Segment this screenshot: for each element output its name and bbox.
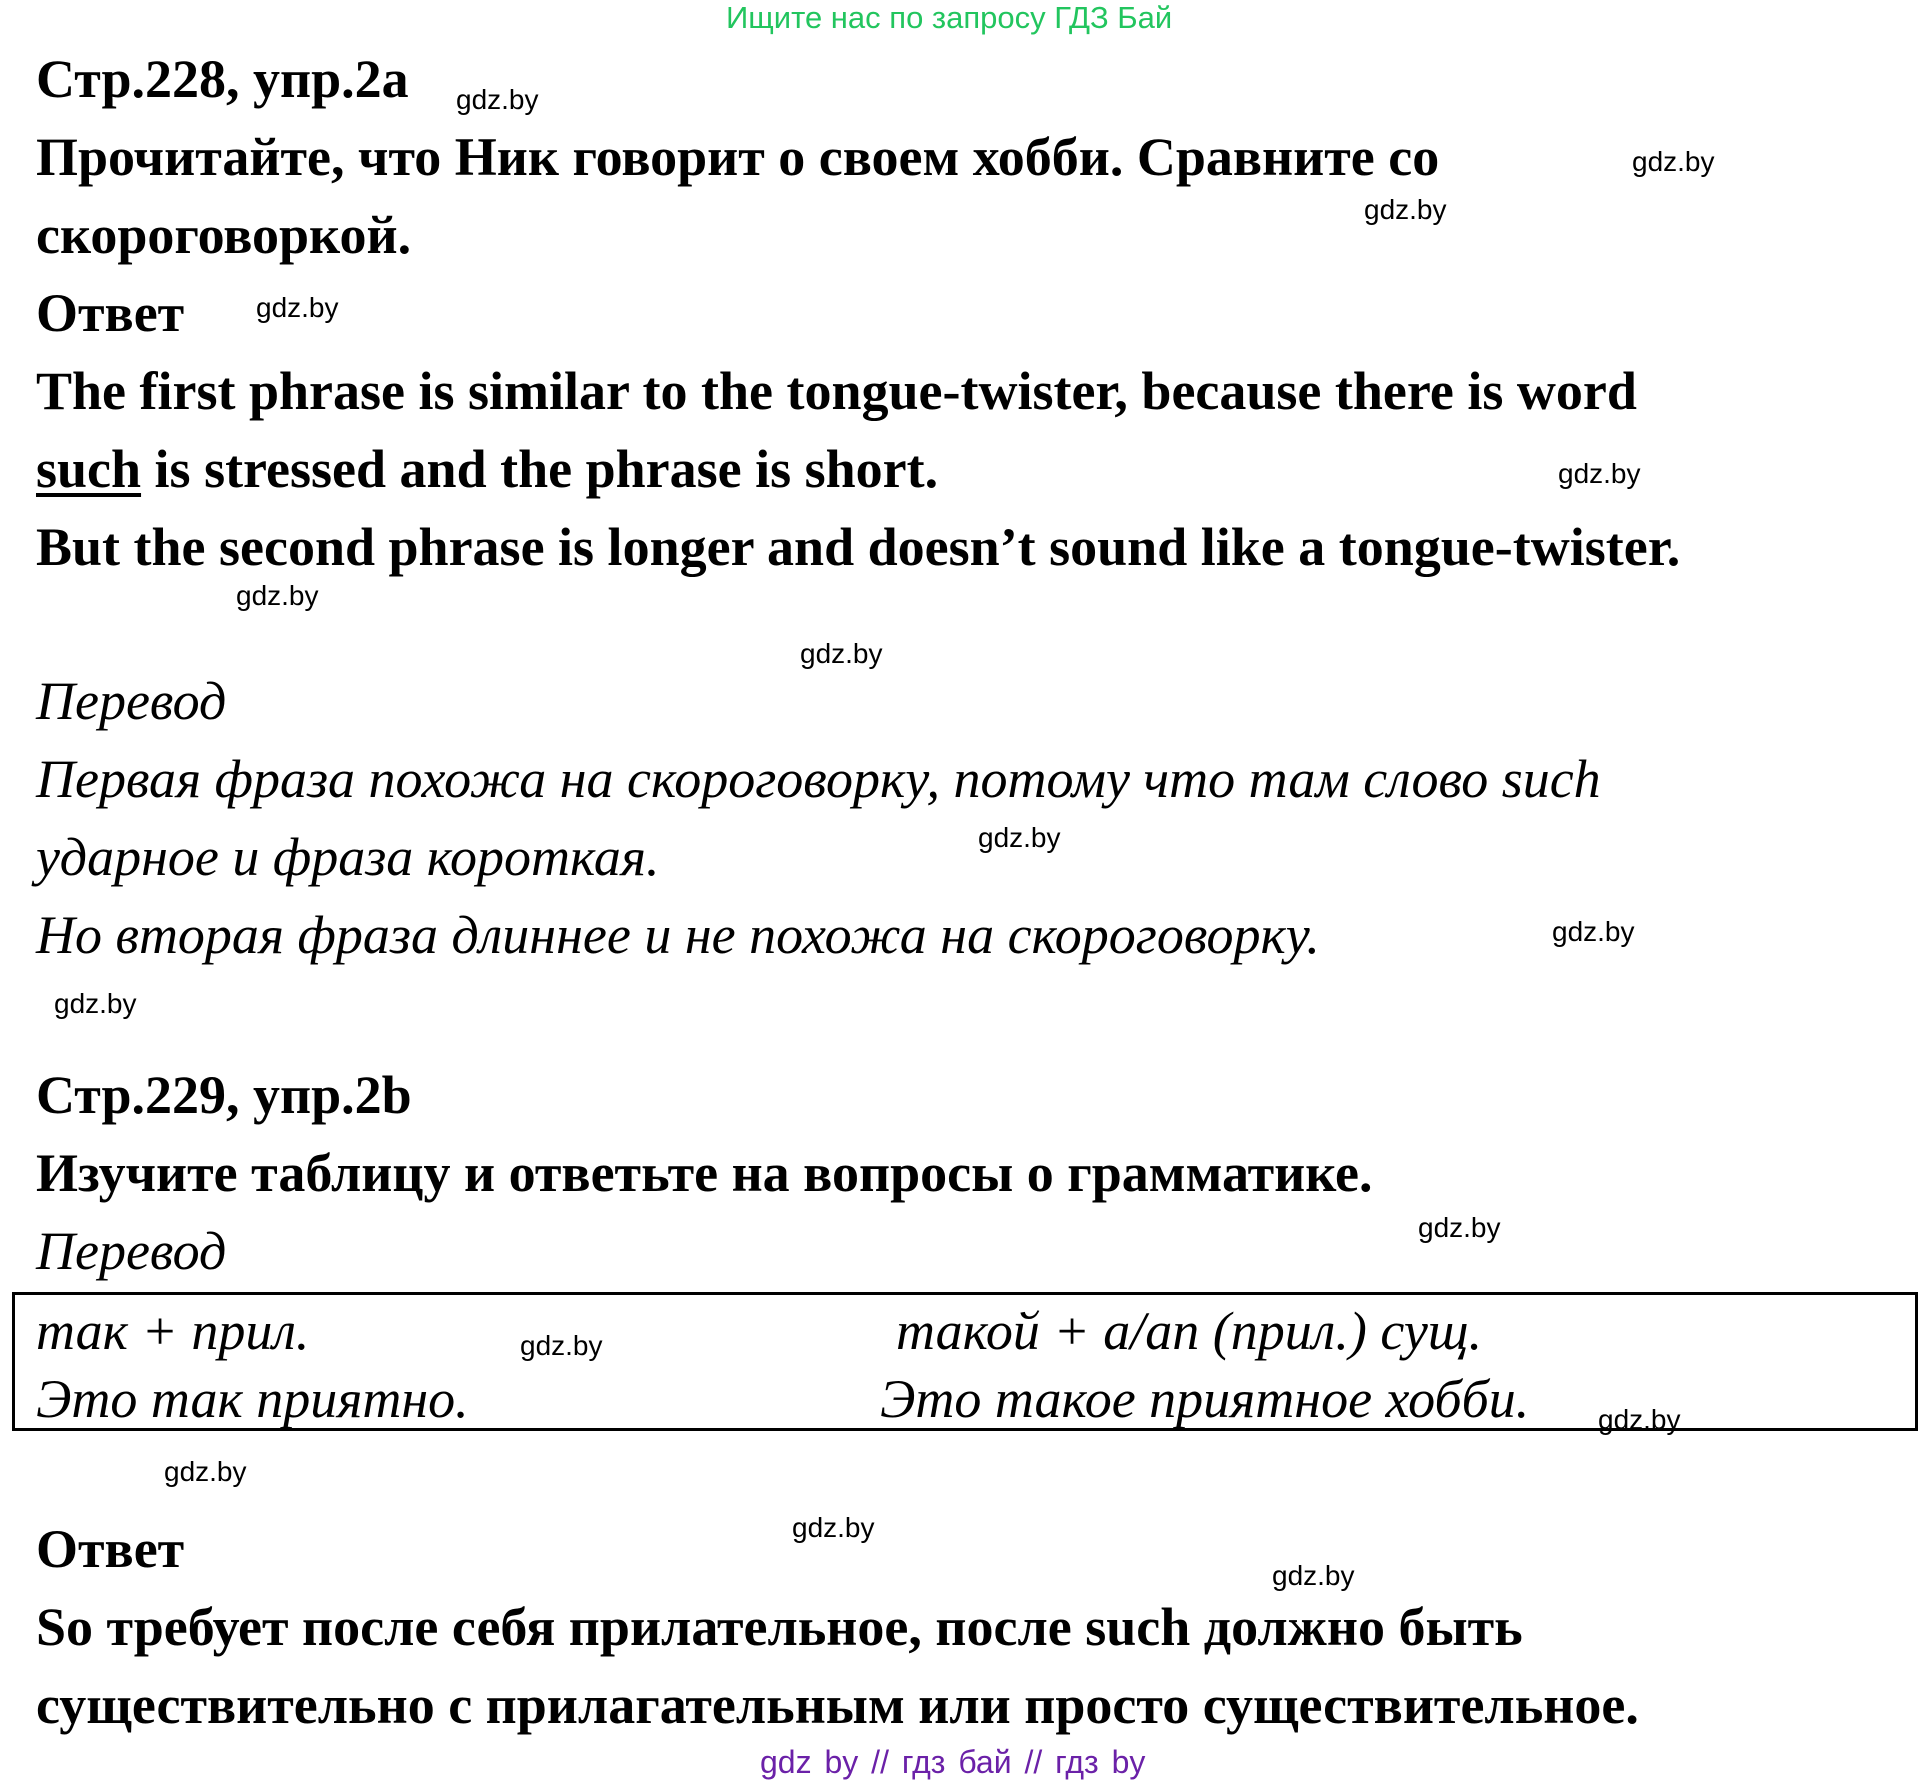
watermark: gdz.by bbox=[1418, 1212, 1501, 1243]
ex-2a-translation-line1: Первая фраза похожа на скороговорку, потому что там слово such bbox=[36, 749, 1601, 809]
ex-2b-task: Изучите таблицу и ответьте на вопросы о грамматике. bbox=[36, 1143, 1373, 1203]
watermark: gdz.by bbox=[1272, 1560, 1355, 1591]
ex-2b-answer-line1: So требует после себя прилательное, после such должно быть bbox=[36, 1597, 1523, 1657]
watermark: gdz.by bbox=[800, 638, 883, 669]
watermark: gdz.by bbox=[164, 1456, 247, 1487]
ex-2b-answer-line2: существительно с прилагательным или просто существительное. bbox=[36, 1675, 1639, 1735]
table-right-example: Это такое приятное хобби. bbox=[880, 1369, 1530, 1429]
top-banner: Ищите нас по запросу ГДЗ Бай bbox=[726, 0, 1173, 35]
watermark: gdz.by bbox=[54, 988, 137, 1019]
watermark: gdz.by bbox=[1552, 916, 1635, 947]
ex-2a-task-line2: скороговоркой. bbox=[36, 205, 412, 265]
ex-2a-task-line1: Прочитайте, что Ник говорит о своем хобби. Сравните со bbox=[36, 127, 1440, 187]
watermark: gdz.by bbox=[1632, 146, 1715, 177]
watermark: gdz.by bbox=[520, 1330, 603, 1361]
watermark: gdz.by bbox=[456, 84, 539, 115]
ex-2b-answer-label: Ответ bbox=[36, 1519, 185, 1579]
watermark: gdz.by bbox=[1598, 1404, 1681, 1435]
table-right-rule: такой + a/an (прил.) сущ. bbox=[896, 1301, 1483, 1361]
ex-2b-heading: Стр.229, упр.2b bbox=[36, 1065, 412, 1125]
ex-2a-answer-label: Ответ bbox=[36, 283, 185, 343]
watermark: gdz.by bbox=[792, 1512, 875, 1543]
ex-2a-heading: Стр.228, упр.2a bbox=[36, 49, 409, 109]
answer-line2-rest: is stressed and the phrase is short. bbox=[141, 439, 939, 499]
underlined-such: such bbox=[36, 439, 142, 499]
table-left-example: Это так приятно. bbox=[36, 1369, 469, 1429]
table-left-rule: так + прил. bbox=[36, 1301, 310, 1361]
watermark: gdz.by bbox=[978, 822, 1061, 853]
ex-2a-translation-line2: ударное и фраза короткая. bbox=[36, 827, 660, 887]
ex-2b-translation-label: Перевод bbox=[36, 1221, 227, 1281]
bottom-banner: gdz by // гдз бай // гдз by bbox=[760, 1744, 1146, 1780]
ex-2a-translation-label: Перевод bbox=[36, 671, 227, 731]
watermark: gdz.by bbox=[236, 580, 319, 611]
ex-2a-answer-line2 bbox=[36, 438, 938, 500]
watermark: gdz.by bbox=[1558, 458, 1641, 489]
watermark: gdz.by bbox=[256, 292, 339, 323]
ex-2a-answer-line1: The first phrase is similar to the tongue-twister, because there is word bbox=[36, 361, 1637, 421]
ex-2a-answer-line3: But the second phrase is longer and doesn’t sound like a tongue-twister. bbox=[36, 517, 1681, 577]
ex-2a-translation-line3: Но вторая фраза длиннее и не похожа на скороговорку. bbox=[36, 905, 1320, 965]
watermark: gdz.by bbox=[1364, 194, 1447, 225]
